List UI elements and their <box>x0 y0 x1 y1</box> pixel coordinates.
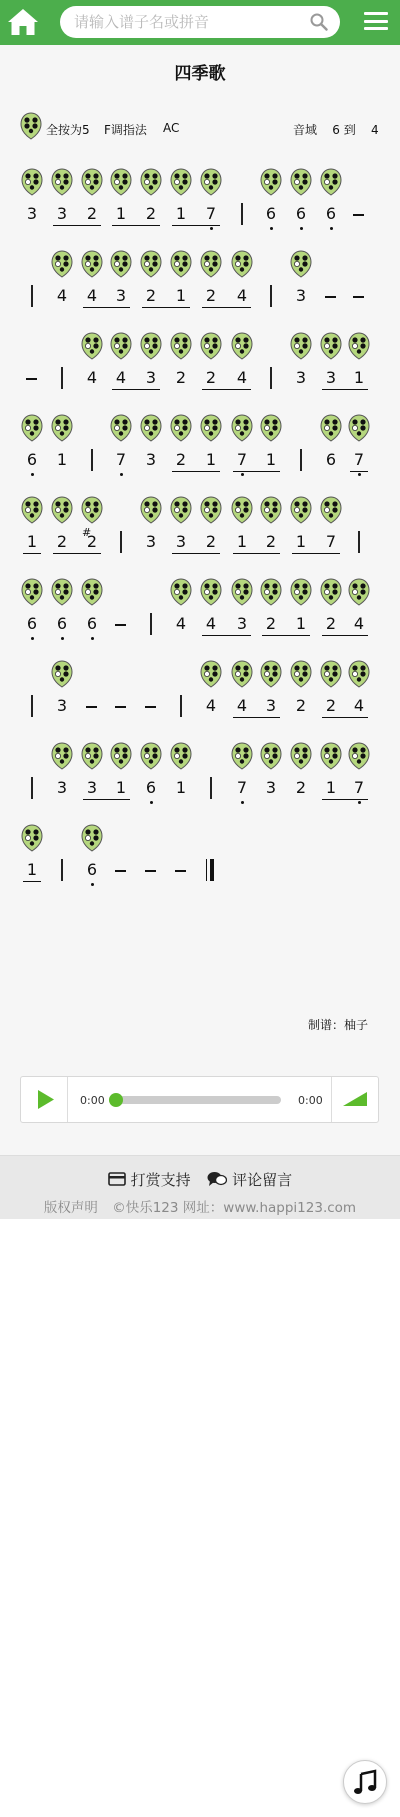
volume-button[interactable] <box>331 1077 378 1122</box>
fingering-chart <box>51 742 73 770</box>
beam-underline <box>83 307 130 308</box>
barline <box>91 449 93 471</box>
note: 1 <box>175 778 187 797</box>
fingering-chart <box>21 578 43 606</box>
volume-icon <box>343 1092 367 1106</box>
fingering-chart <box>140 332 162 360</box>
fingering-chart <box>320 496 342 524</box>
note: 2 <box>265 532 277 551</box>
footer-copyright <box>0 1196 400 1216</box>
octave-dot <box>91 883 94 886</box>
fingering-chart <box>170 168 192 196</box>
fingering-chart <box>231 578 253 606</box>
barline <box>180 695 182 717</box>
fingering-chart <box>170 414 192 442</box>
note: 6 <box>86 860 98 879</box>
search-icon[interactable] <box>310 13 328 31</box>
note: 2 <box>205 286 217 305</box>
fingering-chart <box>170 250 192 278</box>
note: 3 <box>145 450 157 469</box>
fingering-chart <box>320 742 342 770</box>
copyright-link[interactable]: 版权声明 <box>43 1200 98 1216</box>
barline <box>241 203 243 225</box>
fingering-chart <box>110 250 132 278</box>
progress-thumb[interactable] <box>109 1093 123 1107</box>
note: 4 <box>205 696 217 715</box>
note: 6 <box>295 204 307 223</box>
note: 4 <box>353 696 365 715</box>
note: 7 <box>205 204 217 223</box>
octave-dot <box>270 227 273 230</box>
octave-dot <box>358 801 361 804</box>
top-nav-bar <box>0 0 400 45</box>
footer-links <box>0 1169 400 1190</box>
play-button[interactable] <box>21 1077 68 1122</box>
note: 7 <box>353 778 365 797</box>
music-note-icon <box>344 1761 388 1805</box>
note: 3 <box>325 368 337 387</box>
note: 3 <box>175 532 187 551</box>
note: 4 <box>353 614 365 633</box>
octave-dot <box>300 227 303 230</box>
note: 6 <box>26 450 38 469</box>
final-barline-thick <box>210 859 214 881</box>
fingering-legend-icon <box>20 112 42 144</box>
site-info: ©快乐123 网址：www.happi123.com <box>112 1200 357 1216</box>
hold-dash <box>353 214 364 216</box>
key-label: F调指法 <box>104 123 147 137</box>
footer <box>0 1155 400 1219</box>
note: 4 <box>115 368 127 387</box>
barline <box>61 859 63 881</box>
octave-dot <box>91 637 94 640</box>
beam-underline <box>142 307 190 308</box>
note: 3 <box>295 286 307 305</box>
home-icon[interactable] <box>7 7 39 37</box>
song-title: 四季歌 <box>174 64 226 84</box>
fingering-chart <box>348 578 370 606</box>
fingering-chart <box>200 168 222 196</box>
fingering-chart <box>231 332 253 360</box>
card-icon <box>108 1172 126 1186</box>
fingering-chart <box>21 824 43 852</box>
fingering-chart <box>320 660 342 688</box>
note: 3 <box>56 204 68 223</box>
beam-underline <box>292 553 340 554</box>
note: 3 <box>145 368 157 387</box>
hold-dash <box>145 870 156 872</box>
fingering-chart <box>140 414 162 442</box>
note: 2 <box>325 696 337 715</box>
octave-dot <box>241 473 244 476</box>
octave-dot <box>330 227 333 230</box>
sharp-sign: # <box>82 526 92 539</box>
fingering-chart <box>260 660 282 688</box>
note: 7 <box>236 450 248 469</box>
octave-dot <box>61 637 64 640</box>
barline <box>270 285 272 307</box>
barline <box>31 777 33 799</box>
octave-dot <box>120 473 123 476</box>
fingering-chart <box>290 742 312 770</box>
fingering-chart <box>170 742 192 770</box>
fingering-chart <box>51 414 73 442</box>
fingering-chart <box>290 250 312 278</box>
barline <box>270 367 272 389</box>
barline <box>358 531 360 553</box>
note: 1 <box>175 286 187 305</box>
note: 6 <box>145 778 157 797</box>
score-maker: 制谱：柚子 <box>308 1018 369 1032</box>
fingering-chart <box>260 414 282 442</box>
note: 4 <box>236 286 248 305</box>
fingering-chart <box>81 496 103 524</box>
note: 3 <box>265 696 277 715</box>
beam-underline <box>233 471 280 472</box>
note: 1 <box>236 532 248 551</box>
hold-dash <box>115 706 126 708</box>
beam-underline <box>322 799 368 800</box>
note: 1 <box>325 778 337 797</box>
note: 3 <box>295 368 307 387</box>
note: 4 <box>86 368 98 387</box>
fingering-chart <box>200 578 222 606</box>
beam-underline <box>53 553 101 554</box>
note: 2 <box>86 532 98 551</box>
search-input[interactable] <box>74 6 304 38</box>
fingering-chart <box>348 660 370 688</box>
beam-underline <box>350 471 368 472</box>
fingering-chart <box>110 332 132 360</box>
fingering-chart <box>110 742 132 770</box>
note: 4 <box>236 368 248 387</box>
instrument-label: AC <box>163 121 180 135</box>
beam-underline <box>322 389 368 390</box>
note: 6 <box>265 204 277 223</box>
fingering-chart <box>231 414 253 442</box>
fingering-chart <box>231 496 253 524</box>
note: 1 <box>26 532 38 551</box>
beam-underline <box>233 717 280 718</box>
note: 3 <box>236 614 248 633</box>
fingering-chart <box>170 578 192 606</box>
octave-dot <box>358 473 361 476</box>
barline <box>120 531 122 553</box>
beam-underline <box>202 635 251 636</box>
fingering-chart <box>231 742 253 770</box>
note: 7 <box>115 450 127 469</box>
hold-dash <box>115 624 126 626</box>
fingering-chart <box>140 250 162 278</box>
note: 2 <box>295 778 307 797</box>
fingering-chart <box>348 414 370 442</box>
octave-dot <box>241 801 244 804</box>
note: 6 <box>325 450 337 469</box>
barline <box>61 367 63 389</box>
note: 4 <box>205 614 217 633</box>
score-sheet <box>0 45 400 1155</box>
beam-underline <box>23 881 41 882</box>
note: 2 <box>295 696 307 715</box>
current-time: 0:00 <box>80 1094 105 1107</box>
fingering-chart <box>81 250 103 278</box>
fingering-chart <box>140 496 162 524</box>
note: 2 <box>205 368 217 387</box>
reward-link[interactable]: 打赏支持 <box>108 1169 191 1190</box>
fingering-chart <box>231 250 253 278</box>
fingering-chart <box>290 332 312 360</box>
fingering-chart <box>320 168 342 196</box>
comment-icon <box>207 1171 227 1187</box>
note: 2 <box>205 532 217 551</box>
hold-dash <box>325 296 336 298</box>
fingering-chart <box>348 332 370 360</box>
barline <box>210 777 212 799</box>
beam-underline <box>172 471 220 472</box>
barline <box>31 285 33 307</box>
note: 4 <box>86 286 98 305</box>
note: 2 <box>145 204 157 223</box>
fingering-chart <box>51 496 73 524</box>
note: 1 <box>353 368 365 387</box>
fingering-chart <box>200 660 222 688</box>
barline <box>300 449 302 471</box>
octave-dot <box>31 637 34 640</box>
barline <box>150 613 152 635</box>
beam-underline <box>172 225 220 226</box>
note: 1 <box>115 778 127 797</box>
fingering-chart <box>21 496 43 524</box>
hold-dash <box>115 870 126 872</box>
fingering-chart <box>200 414 222 442</box>
fingering-chart <box>290 496 312 524</box>
note: 1 <box>205 450 217 469</box>
note: 3 <box>56 778 68 797</box>
beam-underline <box>172 553 220 554</box>
note: 2 <box>325 614 337 633</box>
beam-underline <box>202 389 251 390</box>
note: 1 <box>26 860 38 879</box>
hold-dash <box>353 296 364 298</box>
fingering-chart <box>290 168 312 196</box>
note: 2 <box>56 532 68 551</box>
hold-dash <box>86 706 97 708</box>
note: 2 <box>175 450 187 469</box>
beam-underline <box>322 635 368 636</box>
note: 7 <box>353 450 365 469</box>
fingering-chart <box>170 332 192 360</box>
hold-dash <box>175 870 186 872</box>
fingering-chart <box>260 742 282 770</box>
beam-underline <box>23 553 41 554</box>
fingering-chart <box>200 250 222 278</box>
fingering-chart <box>21 414 43 442</box>
note: 1 <box>295 532 307 551</box>
note: 3 <box>115 286 127 305</box>
fingering-chart <box>51 168 73 196</box>
note: 3 <box>145 532 157 551</box>
fingering-chart <box>200 332 222 360</box>
fingering-chart <box>110 168 132 196</box>
fingering-chart <box>51 578 73 606</box>
beam-underline <box>112 389 160 390</box>
note: 3 <box>56 696 68 715</box>
note: 1 <box>265 450 277 469</box>
hold-dash <box>145 706 156 708</box>
note: 1 <box>56 450 68 469</box>
fingering-chart <box>320 414 342 442</box>
octave-dot <box>31 473 34 476</box>
note: 1 <box>295 614 307 633</box>
note: 2 <box>265 614 277 633</box>
note: 4 <box>56 286 68 305</box>
note: 2 <box>86 204 98 223</box>
progress-track[interactable] <box>109 1096 281 1104</box>
fingering-chart <box>320 578 342 606</box>
note: 6 <box>56 614 68 633</box>
octave-dot <box>150 801 153 804</box>
note: 7 <box>325 532 337 551</box>
barline <box>31 695 33 717</box>
note: 4 <box>236 696 248 715</box>
fingering-label: 全按为5 <box>46 123 90 137</box>
fingering-chart <box>81 824 103 852</box>
audio-player <box>20 1076 379 1123</box>
note: 2 <box>175 368 187 387</box>
fingering-chart <box>260 578 282 606</box>
fingering-chart <box>140 168 162 196</box>
note: 3 <box>265 778 277 797</box>
fingering-chart <box>81 578 103 606</box>
beam-underline <box>112 225 160 226</box>
search-box <box>60 6 340 38</box>
note: 1 <box>115 204 127 223</box>
comment-link[interactable]: 评论留言 <box>207 1169 292 1190</box>
note: 2 <box>145 286 157 305</box>
note: 4 <box>175 614 187 633</box>
fingering-chart <box>260 168 282 196</box>
beam-underline <box>83 799 130 800</box>
fingering-chart <box>260 496 282 524</box>
fingering-chart <box>290 578 312 606</box>
range-label: 音域 6 到 4 <box>293 123 379 137</box>
fingering-chart <box>51 250 73 278</box>
fingering-chart <box>21 168 43 196</box>
beam-underline <box>262 635 310 636</box>
fingering-chart <box>348 742 370 770</box>
octave-dot <box>210 227 213 230</box>
beam-underline <box>202 307 251 308</box>
note: 1 <box>175 204 187 223</box>
fingering-chart <box>81 168 103 196</box>
fingering-chart <box>81 742 103 770</box>
fingering-chart <box>200 496 222 524</box>
floating-music-button[interactable] <box>343 1760 387 1804</box>
final-barline-thin <box>206 859 207 881</box>
note: 6 <box>86 614 98 633</box>
fingering-chart <box>140 742 162 770</box>
note: 6 <box>325 204 337 223</box>
fingering-chart <box>170 496 192 524</box>
beam-underline <box>322 717 368 718</box>
fingering-chart <box>51 660 73 688</box>
note: 3 <box>26 204 38 223</box>
fingering-chart <box>231 660 253 688</box>
fingering-chart <box>320 332 342 360</box>
play-icon <box>38 1090 54 1109</box>
menu-icon[interactable] <box>364 12 388 32</box>
note: 7 <box>236 778 248 797</box>
hold-dash <box>26 378 37 380</box>
fingering-chart <box>290 660 312 688</box>
fingering-chart <box>110 414 132 442</box>
note: 6 <box>26 614 38 633</box>
duration-time: 0:00 <box>298 1094 323 1107</box>
note: 3 <box>86 778 98 797</box>
beam-underline <box>53 225 101 226</box>
fingering-chart <box>81 332 103 360</box>
beam-underline <box>233 553 280 554</box>
